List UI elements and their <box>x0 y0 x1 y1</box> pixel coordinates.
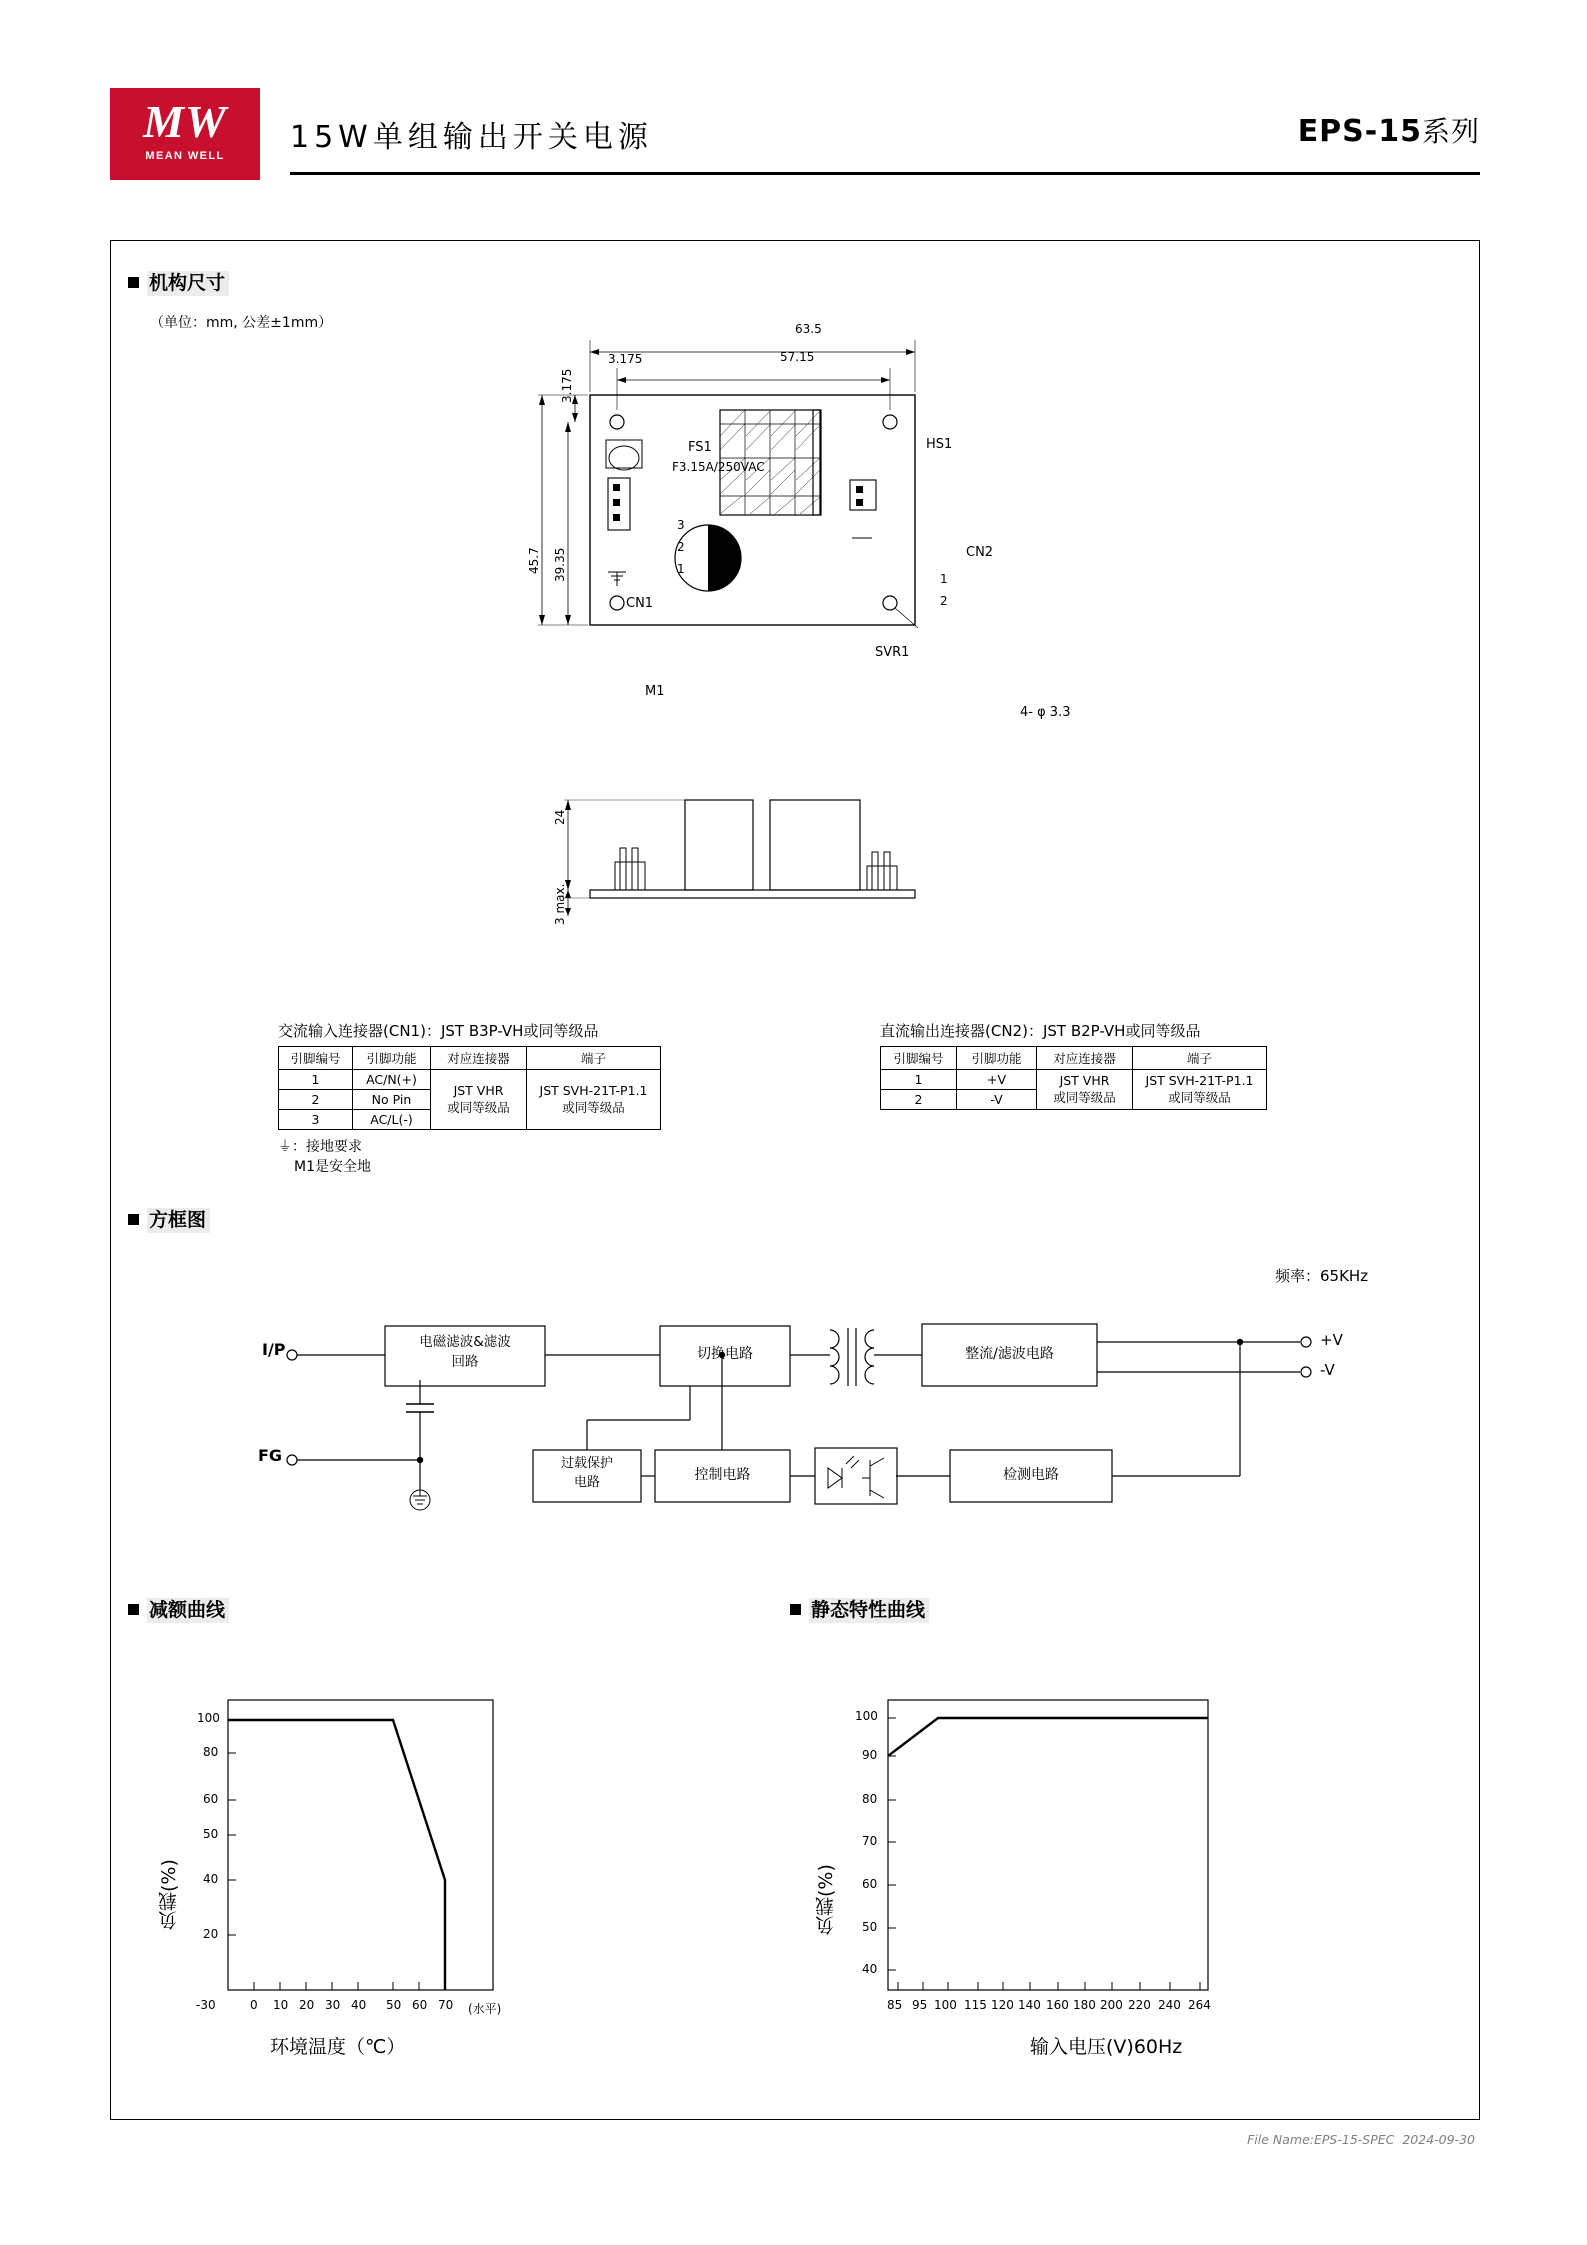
logo-name: MEAN WELL <box>145 150 225 162</box>
page-header <box>110 88 1480 180</box>
page-footer <box>1247 2132 1475 2147</box>
output-positive-label: +V <box>1320 1331 1343 1349</box>
block-ocp-line1: 过载保护 <box>560 1456 613 1471</box>
block-ocp-line2: 电路 <box>573 1475 600 1490</box>
derating-xtick-0: 0 <box>250 1998 258 2012</box>
cn2-table-block <box>880 1020 1267 1110</box>
static-ytick-80: 80 <box>862 1792 878 1806</box>
model-name: EPS-15 <box>1297 114 1422 149</box>
terminal-line1: JST SVH-21T-P1.1 <box>1145 1073 1254 1088</box>
derating-xtick-60: 60 <box>412 1998 428 2012</box>
cn2-table <box>880 1046 1267 1110</box>
cn2-table-title: 直流输出连接器(CN2)：JST B2P-VH或同等级品 <box>880 1022 1201 1040</box>
static-ytick-100: 100 <box>855 1709 878 1723</box>
cell-connector <box>431 1070 527 1130</box>
cn1-label: CN1 <box>626 596 654 611</box>
cell-terminal <box>1133 1070 1267 1110</box>
block-switching: 切换电路 <box>697 1346 753 1362</box>
cn1-pin-3: 3 <box>677 518 685 532</box>
connector-line1: JST VHR <box>453 1083 504 1098</box>
derating-xtick-30: 30 <box>325 1998 341 2012</box>
static-xtick-240: 240 <box>1158 1998 1181 2012</box>
dim-57-15: 57.15 <box>780 350 815 364</box>
table-row <box>279 1070 661 1090</box>
cn1-table <box>278 1046 661 1130</box>
cell-pin-no: 2 <box>881 1090 957 1110</box>
static-chart <box>840 1690 1400 2030</box>
col-connector: 对应连接器 <box>431 1047 527 1070</box>
derating-xtick-70: 70 <box>438 1998 454 2012</box>
block-control: 控制电路 <box>694 1467 751 1483</box>
connector-line2: 或同等级品 <box>447 1100 510 1115</box>
terminal-line2: 或同等级品 <box>1168 1090 1231 1105</box>
ground-note-1: ⏚：接地要求 <box>278 1139 362 1155</box>
dim-24: 24 <box>553 809 567 825</box>
static-xtick-120: 120 <box>991 1998 1014 2012</box>
switching-frequency: 频率：65KHz <box>1275 1267 1369 1285</box>
cn2-pin-1: 1 <box>940 572 948 586</box>
block-emi-line2: 回路 <box>451 1354 479 1370</box>
connector-line2: 或同等级品 <box>1053 1090 1116 1105</box>
col-pin-no: 引脚编号 <box>881 1047 957 1070</box>
cn1-pin-2: 2 <box>677 540 685 554</box>
static-xtick-200: 200 <box>1100 1998 1123 2012</box>
derating-ylabel: 负载(%) <box>158 1859 180 1930</box>
table-header-row <box>881 1047 1267 1070</box>
derating-xtick-50: 50 <box>386 1998 402 2012</box>
cell-terminal <box>527 1070 661 1130</box>
section-mechanical: 机构尺寸 <box>128 268 229 295</box>
static-xtick-95: 95 <box>912 1998 928 2012</box>
bullet-square-icon <box>128 277 139 288</box>
logo-mark: MW <box>143 96 227 147</box>
terminal-line1: JST SVH-21T-P1.1 <box>539 1083 648 1098</box>
model-title <box>1298 110 1480 150</box>
derating-xtick-40: 40 <box>351 1998 367 2012</box>
block-rectifier-filter: 整流/滤波电路 <box>965 1346 1054 1362</box>
static-xtick-160: 160 <box>1046 1998 1069 2012</box>
cell-pin-func: +V <box>957 1070 1037 1090</box>
mechanical-unit-note: （单位：mm, 公差±1mm） <box>150 315 333 331</box>
static-xtick-220: 220 <box>1128 1998 1151 2012</box>
terminal-line2: 或同等级品 <box>562 1100 625 1115</box>
dim-45-7: 45.7 <box>527 547 541 574</box>
hs1-label: HS1 <box>926 437 953 452</box>
cell-pin-no: 2 <box>279 1090 353 1110</box>
derating-ytick-100: 100 <box>197 1711 220 1725</box>
hole-spec: 4- φ 3.3 <box>1020 705 1071 720</box>
fs1-rating: F3.15A/250VAC <box>672 460 765 474</box>
derating-ytick-80: 80 <box>203 1745 219 1759</box>
static-xtick-180: 180 <box>1073 1998 1096 2012</box>
footer-file-name: File Name:EPS-15-SPEC <box>1247 2132 1395 2147</box>
m1-label: M1 <box>645 684 665 699</box>
meanwell-logo <box>110 88 260 180</box>
col-pin-func: 引脚功能 <box>957 1047 1037 1070</box>
derating-xlabel: 环境温度（℃） <box>270 2036 406 2058</box>
section-static-curve: 静态特性曲线 <box>790 1595 929 1622</box>
static-ylabel: 负载(%) <box>815 1864 837 1935</box>
model-series-suffix: 系列 <box>1421 115 1480 148</box>
ground-note-2: M1是安全地 <box>294 1159 371 1175</box>
static-ytick-90: 90 <box>862 1748 878 1762</box>
derating-xtick-10: 10 <box>273 1998 289 2012</box>
output-negative-label: -V <box>1320 1361 1335 1379</box>
static-ytick-70: 70 <box>862 1834 878 1848</box>
derating-ytick-40: 40 <box>203 1872 219 1886</box>
dim-39-35: 39.35 <box>553 547 567 582</box>
static-xtick-115: 115 <box>964 1998 987 2012</box>
static-xtick-100: 100 <box>934 1998 957 2012</box>
col-pin-no: 引脚编号 <box>279 1047 353 1070</box>
cn1-table-block <box>278 1020 661 1176</box>
static-ytick-40: 40 <box>862 1962 878 1976</box>
derating-xtick--30: -30 <box>196 1998 216 2012</box>
bullet-square-icon <box>128 1604 139 1615</box>
cell-pin-no: 1 <box>881 1070 957 1090</box>
derating-ytick-50: 50 <box>203 1827 219 1841</box>
block-detection: 检测电路 <box>1003 1467 1059 1483</box>
derating-ytick-20: 20 <box>203 1927 219 1941</box>
section-derating: 减额曲线 <box>128 1595 229 1622</box>
header-divider <box>290 172 1480 175</box>
static-ytick-50: 50 <box>862 1920 878 1934</box>
block-emi-line1: 电磁滤波&滤波 <box>419 1334 511 1350</box>
input-label: I/P <box>262 1340 286 1359</box>
derating-xtick-20: 20 <box>299 1998 315 2012</box>
fg-label: FG <box>258 1446 283 1465</box>
derating-chart <box>180 1690 720 2030</box>
bullet-square-icon <box>128 1214 139 1225</box>
section-block-diagram: 方框图 <box>128 1205 210 1232</box>
derating-xaxis-note: (水平) <box>468 2002 502 2016</box>
footer-date: 2024-09-30 <box>1402 2132 1475 2147</box>
side-view-drawing <box>520 740 1080 930</box>
col-connector: 对应连接器 <box>1037 1047 1133 1070</box>
fs1-label: FS1 <box>688 440 712 455</box>
static-xtick-85: 85 <box>887 1998 903 2012</box>
static-xtick-264: 264 <box>1188 1998 1211 2012</box>
svr1-label: SVR1 <box>875 645 910 660</box>
table-row <box>881 1070 1267 1090</box>
cell-pin-func: AC/N(+) <box>353 1070 431 1090</box>
connector-line1: JST VHR <box>1059 1073 1110 1088</box>
block-overload-protection <box>533 1454 641 1492</box>
dim-3-175-top: 3.175 <box>608 352 643 366</box>
cn1-table-title: 交流输入连接器(CN1)：JST B3P-VH或同等级品 <box>278 1022 599 1040</box>
col-terminal: 端子 <box>1133 1047 1267 1070</box>
table-header-row <box>279 1047 661 1070</box>
cell-connector <box>1037 1070 1133 1110</box>
block-emi-filter <box>385 1332 545 1372</box>
col-pin-func: 引脚功能 <box>353 1047 431 1070</box>
cell-pin-func: No Pin <box>353 1090 431 1110</box>
dim-63-5: 63.5 <box>795 322 822 336</box>
cn1-pin-1: 1 <box>677 562 685 576</box>
cell-pin-no: 1 <box>279 1070 353 1090</box>
cell-pin-func: AC/L(-) <box>353 1110 431 1130</box>
static-xlabel: 输入电压(V)60Hz <box>1030 2036 1183 2058</box>
col-terminal: 端子 <box>527 1047 661 1070</box>
bullet-square-icon <box>790 1604 801 1615</box>
static-xtick-140: 140 <box>1018 1998 1041 2012</box>
static-ytick-60: 60 <box>862 1877 878 1891</box>
cn2-label: CN2 <box>966 545 994 560</box>
cell-pin-func: -V <box>957 1090 1037 1110</box>
dim-3-175-left: 3.175 <box>560 368 574 403</box>
dim-3-max: 3 max. <box>553 883 567 925</box>
derating-ytick-60: 60 <box>203 1792 219 1806</box>
page-title: 15W单组输出开关电源 <box>290 120 653 155</box>
cell-pin-no: 3 <box>279 1110 353 1130</box>
cn2-pin-2: 2 <box>940 594 948 608</box>
